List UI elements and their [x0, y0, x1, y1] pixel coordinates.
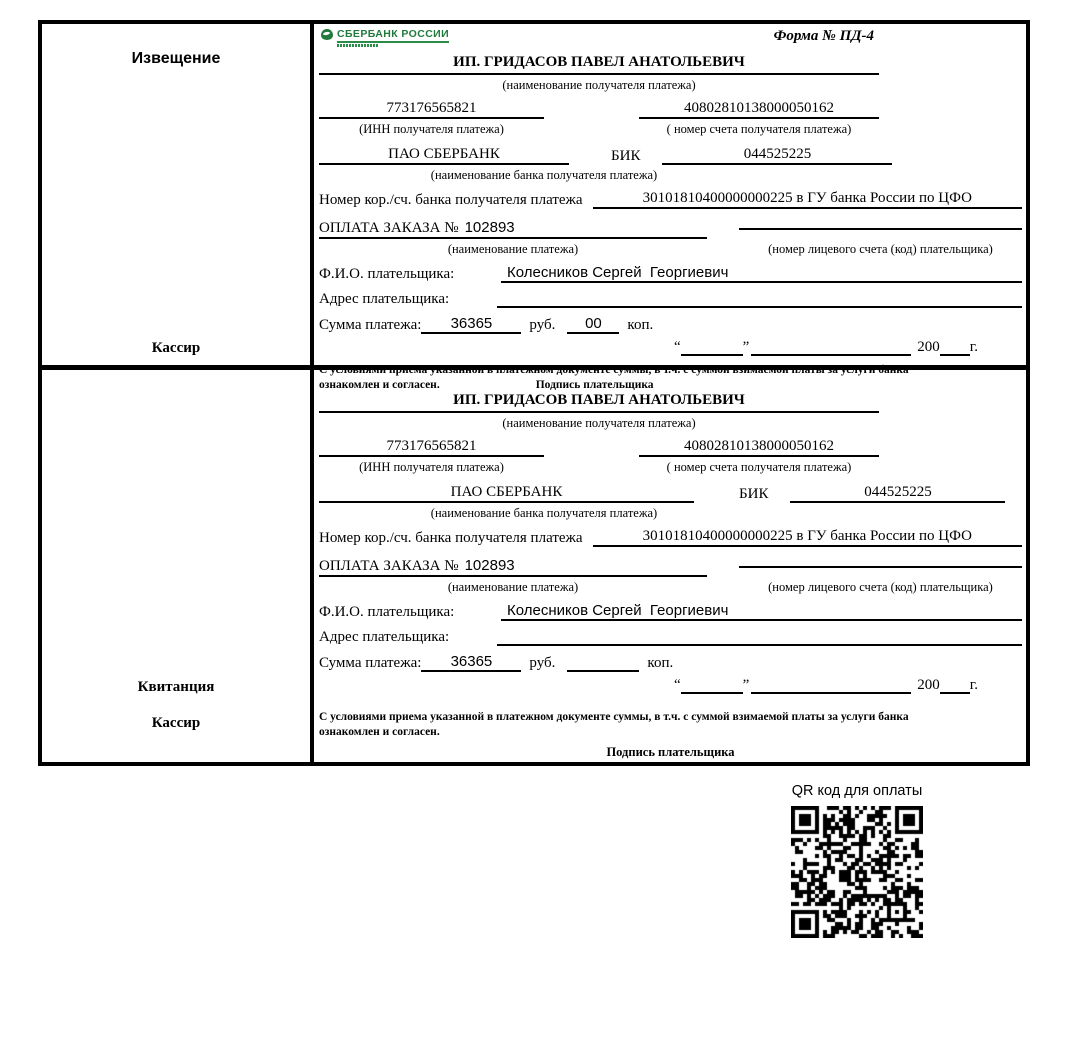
personal-account-line [739, 556, 1022, 568]
inn-value: 773176565821 [319, 438, 544, 457]
year-line [940, 342, 970, 356]
purpose-label: ОПЛАТА ЗАКАЗА № [319, 558, 459, 574]
recipient-caption: (наименование получателя платежа) [502, 78, 696, 92]
sum-value: 36365 [421, 653, 521, 672]
bank-name: ПАО СБЕРБАНК [319, 484, 694, 503]
receipt-title: Квитанция [137, 679, 215, 695]
date-day-line [681, 680, 743, 694]
notice-main [314, 24, 1026, 391]
account-caption: ( номер счета получателя платежа) [666, 122, 852, 136]
corr-account-value: 30101810400000000225 в ГУ банка России по ЦФО [593, 528, 1022, 547]
bik-value: 044525225 [790, 484, 1005, 503]
recipient-name: ИП. ГРИДАСОВ ПАВЕЛ АНАТОЛЬЕВИЧ [319, 392, 879, 413]
year-prefix: 200 [917, 677, 940, 693]
date-month-line [751, 342, 911, 356]
payer-fio-value: Колесников Сергей Георгиевич [501, 264, 1022, 283]
payment-form-pd4 [38, 20, 1030, 766]
kop-label: коп. [647, 655, 674, 671]
quote-open: “ [673, 339, 681, 355]
bik-value: 044525225 [662, 146, 892, 165]
receipt-side-column [42, 370, 314, 762]
signature-label: Подпись плательщика [535, 379, 654, 391]
inn-value: 773176565821 [319, 100, 544, 119]
year-prefix: 200 [917, 339, 940, 355]
payer-address-line [497, 626, 1022, 646]
corr-account-label: Номер кор./сч. банка получателя платежа [319, 530, 583, 546]
qr-label: QR код для оплаты [791, 783, 923, 799]
agreement-line2: ознакомлен и согласен. [319, 379, 440, 391]
agreement-line1: С условиями приема указанной в платежном документе суммы, в т.ч. с суммой взимаемой платы за услуги банка [319, 364, 909, 376]
bank-caption: (наименование банка получателя платежа) [430, 168, 658, 182]
bik-label: БИК [611, 148, 641, 164]
inn-caption: (ИНН получателя платежа) [359, 460, 504, 474]
section-notice [42, 24, 1026, 391]
agreement-text [319, 710, 1022, 740]
year-line [940, 680, 970, 694]
payer-fio-value: Колесников Сергей Георгиевич [501, 602, 1022, 621]
form-number-label: Форма № ПД-4 [773, 28, 874, 44]
bank-name: ПАО СБЕРБАНК [319, 146, 569, 165]
payer-address-label: Адрес плательщика: [319, 629, 450, 645]
purpose-caption: (наименование платежа) [447, 580, 579, 594]
receipt-main [314, 370, 1026, 762]
notice-title: Извещение [131, 50, 221, 67]
date-month-line [751, 680, 911, 694]
sum-value: 36365 [421, 315, 521, 334]
purpose-caption: (наименование платежа) [447, 242, 579, 256]
account-value: 40802810138000050162 [639, 100, 879, 119]
agreement-line1: С условиями приема указанной в платежном документе суммы, в т.ч. с суммой взимаемой платы за услуги банка [319, 711, 909, 723]
inn-caption: (ИНН получателя платежа) [359, 122, 504, 136]
kopecks-value: 00 [567, 315, 619, 334]
account-value: 40802810138000050162 [639, 438, 879, 457]
payer-fio-label: Ф.И.О. плательщика: [319, 604, 455, 620]
date-day-line [681, 342, 743, 356]
purpose-label: ОПЛАТА ЗАКАЗА № [319, 220, 459, 236]
recipient-name: ИП. ГРИДАСОВ ПАВЕЛ АНАТОЛЬЕВИЧ [319, 54, 879, 75]
date-line [319, 677, 978, 694]
quote-close: ” [742, 677, 750, 693]
date-line [319, 339, 978, 356]
receipt-cashier-label: Кассир [151, 715, 201, 731]
year-suffix: г. [969, 339, 978, 355]
notice-side-column [42, 24, 314, 365]
sberbank-logo [321, 28, 449, 47]
quote-close: ” [742, 339, 750, 355]
signature-label: Подпись плательщика [606, 745, 735, 759]
purpose-value: 102893 [464, 219, 515, 236]
personal-account-caption: (номер лицевого счета (код) плательщика) [768, 580, 993, 594]
payer-address-label: Адрес плательщика: [319, 291, 450, 307]
sum-label: Сумма платежа: [319, 317, 422, 333]
corr-account-value: 30101810400000000225 в ГУ банка России по ЦФО [593, 190, 1022, 209]
sberbank-coin-icon [321, 29, 333, 40]
kopecks-value [567, 670, 639, 672]
account-caption: ( номер счета получателя платежа) [666, 460, 852, 474]
payer-fio-label: Ф.И.О. плательщика: [319, 266, 455, 282]
agreement-line2: ознакомлен и согласен. [319, 726, 440, 738]
payer-address-line [497, 288, 1022, 308]
corr-account-label: Номер кор./сч. банка получателя платежа [319, 192, 583, 208]
personal-account-line [739, 218, 1022, 230]
rub-label: руб. [529, 317, 556, 333]
payment-qr-code [791, 806, 923, 938]
rub-label: руб. [529, 655, 556, 671]
recipient-caption: (наименование получателя платежа) [502, 416, 696, 430]
sberbank-logo-subtext [337, 44, 379, 47]
kop-label: коп. [627, 317, 654, 333]
bank-caption: (наименование банка получателя платежа) [430, 506, 658, 520]
quote-open: “ [673, 677, 681, 693]
sberbank-logo-text: СБЕРБАНК РОССИИ [337, 28, 449, 43]
sum-label: Сумма платежа: [319, 655, 422, 671]
qr-block [782, 783, 932, 938]
bik-label: БИК [739, 486, 769, 502]
section-receipt [42, 370, 1026, 762]
purpose-value: 102893 [464, 557, 515, 574]
year-suffix: г. [969, 677, 978, 693]
personal-account-caption: (номер лицевого счета (код) плательщика) [768, 242, 993, 256]
notice-cashier-label: Кассир [151, 340, 201, 356]
